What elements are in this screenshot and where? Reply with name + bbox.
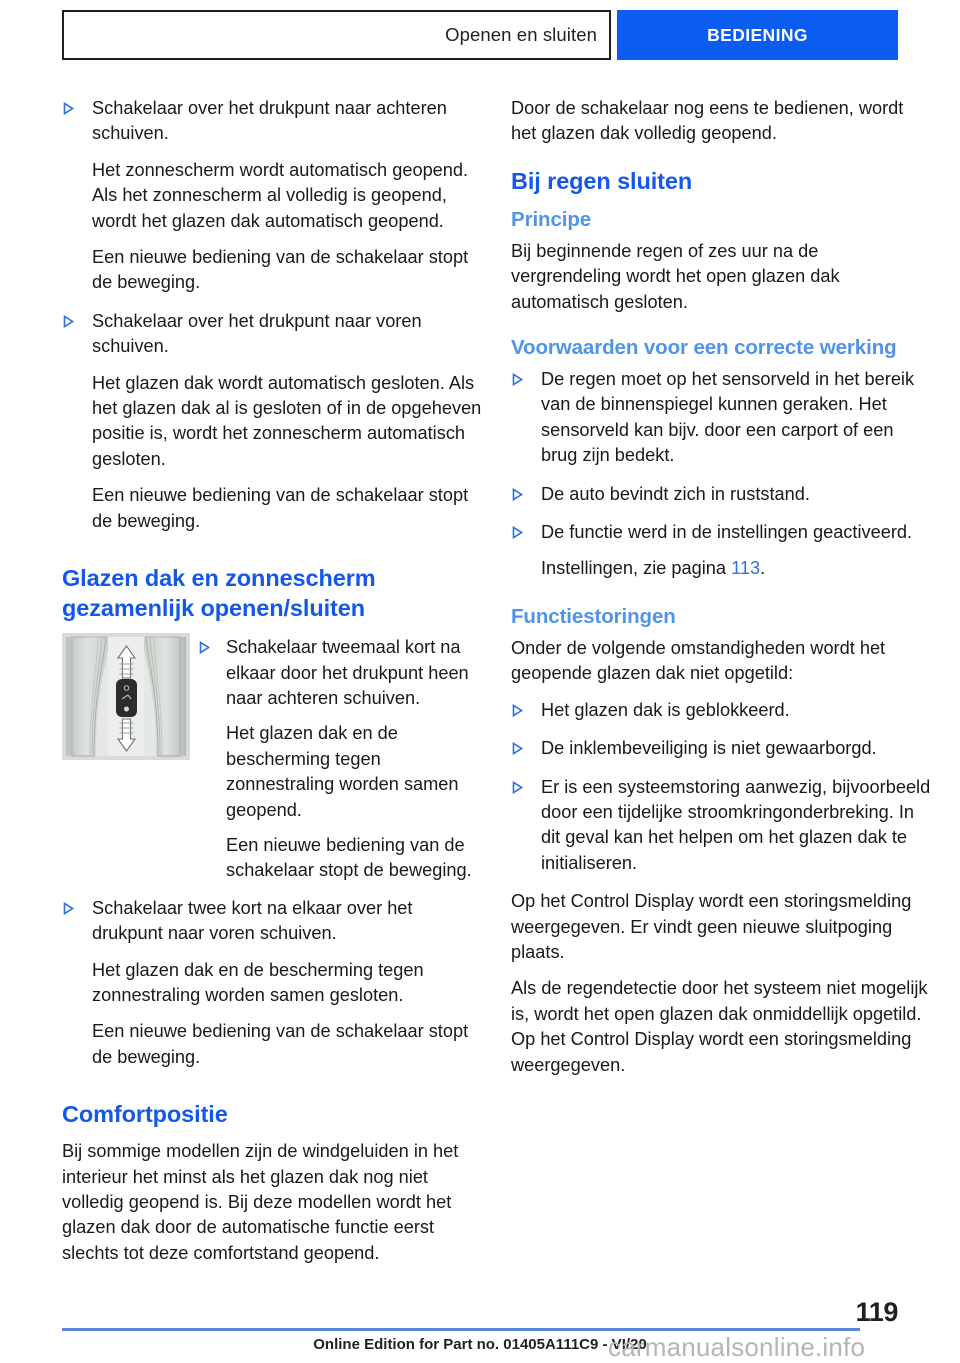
heading-voorwaarden: Voorwaarden voor een correcte werking bbox=[511, 336, 897, 360]
section-tab bbox=[617, 10, 898, 60]
spacer bbox=[511, 158, 931, 166]
triangle-bullet-icon bbox=[511, 775, 541, 794]
figure-caption bbox=[198, 633, 482, 896]
triangle-bullet-icon bbox=[511, 736, 541, 755]
right-column bbox=[511, 96, 931, 1089]
spacer bbox=[62, 547, 482, 563]
heading-comfortpositie: Comfortpositie bbox=[62, 1101, 228, 1128]
functiestoringen-intro: Onder de volgende omstandigheden wordt het geopende glazen dak niet opgetild: bbox=[511, 637, 886, 684]
list-item bbox=[62, 309, 482, 545]
spacer bbox=[511, 326, 931, 334]
list-item-text: De inklembeveiliging is niet gewaarborgd. bbox=[541, 738, 877, 759]
list-item-text: De regen moet op het sensorveld in het bereik van de binnenspiegel kunnen geraken. Het sensorveld kan bijv. door een carport of een brug zijn bedekt. bbox=[541, 369, 915, 466]
list-item-lead: Schakelaar over het drukpunt naar voren schuiven. bbox=[92, 310, 422, 357]
list-item bbox=[511, 736, 931, 772]
list-item-body bbox=[541, 520, 931, 593]
list-item-body bbox=[541, 736, 931, 772]
list-item-text: Er is een systeemstoring aanwezig, bijvoorbeeld door een tijdelijke stroomkringonderbreking. In dit geval kan het helpen om het glazen dak te initialiseren. bbox=[541, 776, 931, 873]
breadcrumb: Openen en sluiten bbox=[445, 24, 597, 45]
list-item bbox=[511, 520, 931, 593]
closing-paragraph-2: Als de regendetectie door het systeem niet mogelijk is, wordt het open glazen dak onmiddellijk opgetild. Op het Control Display wordt een storingsmelding weergegeven. bbox=[511, 978, 928, 1075]
sunroof-switch-photo bbox=[62, 633, 190, 760]
list-item-body bbox=[92, 896, 482, 1081]
triangle-bullet-icon bbox=[511, 482, 541, 501]
breadcrumb-box bbox=[62, 10, 611, 60]
triangle-bullet-icon bbox=[198, 635, 226, 654]
list-item-body bbox=[541, 698, 931, 734]
instellingen-suffix: . bbox=[760, 558, 766, 579]
list-item-para: Een nieuwe bediening van de schakelaar stopt de beweging. bbox=[226, 834, 472, 881]
list-item-para: Het glazen dak en de bescherming tegen zonnestraling worden samen gesloten. bbox=[92, 959, 424, 1005]
list-item bbox=[511, 698, 931, 734]
list-item-body bbox=[92, 309, 482, 545]
list-item bbox=[62, 96, 482, 307]
left-column bbox=[62, 96, 482, 1277]
spacer bbox=[62, 1083, 482, 1099]
list-item-para: Het glazen dak wordt automatisch gesloten. Als het glazen dak al is gesloten of in de opgeheven positie is, wordt het zonnescherm automatisch gesloten. bbox=[92, 372, 482, 469]
list-item-lead: Schakelaar twee kort na elkaar over het drukpunt naar voren schuiven. bbox=[92, 897, 413, 944]
list-item-lead: Schakelaar tweemaal kort na elkaar door het drukpunt heen naar achteren schuiven. bbox=[226, 637, 469, 708]
instellingen-reference bbox=[541, 556, 931, 581]
list-item bbox=[511, 367, 931, 480]
list-item-body bbox=[541, 775, 931, 888]
page-reference-link[interactable]: 113 bbox=[731, 558, 761, 579]
list-item-para: Het zonnescherm wordt automatisch geopend. Als het zonnescherm al volledig is geopend, wordt het glazen dak automatisch geopend. bbox=[92, 159, 469, 231]
list-item-para: Een nieuwe bediening van de schakelaar stopt de beweging. bbox=[92, 247, 469, 293]
list-item bbox=[511, 775, 931, 888]
triangle-bullet-icon bbox=[511, 367, 541, 386]
section-tab-label: BEDIENING bbox=[707, 24, 808, 45]
list-item bbox=[511, 482, 931, 518]
list-item-lead: Schakelaar over het drukpunt naar achteren schuiven. bbox=[92, 98, 447, 144]
comfortpositie-paragraph: Bij sommige modellen zijn de windgeluiden in het interieur het minst als het glazen dak nog niet volledig geopend is. Bij deze modellen wordt het glazen dak door de automatische functie eerst slechts tot deze comfortstand geopend. bbox=[62, 1141, 459, 1263]
list-item-para: Een nieuwe bediening van de schakelaar stopt de beweging. bbox=[92, 485, 469, 531]
watermark: carmanualsonline.info bbox=[608, 1332, 866, 1362]
page-footer bbox=[0, 1296, 960, 1362]
heading-bij-regen-sluiten: Bij regen sluiten bbox=[511, 167, 693, 194]
page-number: 119 bbox=[855, 1297, 898, 1327]
list-item-text: De functie werd in de instellingen geactiveerd. bbox=[541, 522, 913, 543]
list-item-para: Het glazen dak en de bescherming tegen zonnestraling worden samen geopend. bbox=[226, 723, 459, 820]
list-item-para: Een nieuwe bediening van de schakelaar stopt de beweging. bbox=[92, 1021, 469, 1067]
triangle-bullet-icon bbox=[62, 96, 92, 115]
list-item-text: De auto bevindt zich in ruststand. bbox=[541, 483, 810, 504]
list-item-body bbox=[226, 635, 482, 894]
spacer bbox=[511, 595, 931, 603]
list-item-body bbox=[92, 96, 482, 307]
triangle-bullet-icon bbox=[62, 309, 92, 328]
triangle-bullet-icon bbox=[511, 698, 541, 717]
triangle-bullet-icon bbox=[511, 520, 541, 539]
intro-paragraph: Door de schakelaar nog eens te bedienen, wordt het glazen dak volledig geopend. bbox=[511, 98, 904, 144]
list-item-body bbox=[541, 367, 931, 480]
list-item bbox=[62, 896, 482, 1081]
instellingen-prefix: Instellingen, zie pagina bbox=[541, 558, 732, 579]
figure-block bbox=[62, 633, 482, 896]
heading-principe: Principe bbox=[511, 207, 592, 231]
triangle-bullet-icon bbox=[62, 896, 92, 915]
closing-paragraph-1: Op het Control Display wordt een storingsmelding weergegeven. Er vindt geen nieuwe sluitpoging plaats. bbox=[511, 891, 912, 962]
heading-glazen-dak: Glazen dak en zonnescherm gezamenlijk openen/sluiten bbox=[62, 565, 376, 622]
list-item-body bbox=[541, 482, 931, 518]
footer-divider bbox=[62, 1328, 860, 1331]
list-item-text: Het glazen dak is geblokkeerd. bbox=[541, 699, 790, 720]
principe-paragraph: Bij beginnende regen of zes uur na de vergrendeling wordt het open glazen dak automatisch gesloten. bbox=[511, 240, 840, 312]
heading-functiestoringen: Functiestoringen bbox=[511, 604, 676, 628]
footer-edition-text: Online Edition for Part no. 01405A111C9 - VI/20 bbox=[313, 1336, 647, 1353]
page-header bbox=[62, 10, 898, 60]
list-item bbox=[198, 635, 482, 894]
